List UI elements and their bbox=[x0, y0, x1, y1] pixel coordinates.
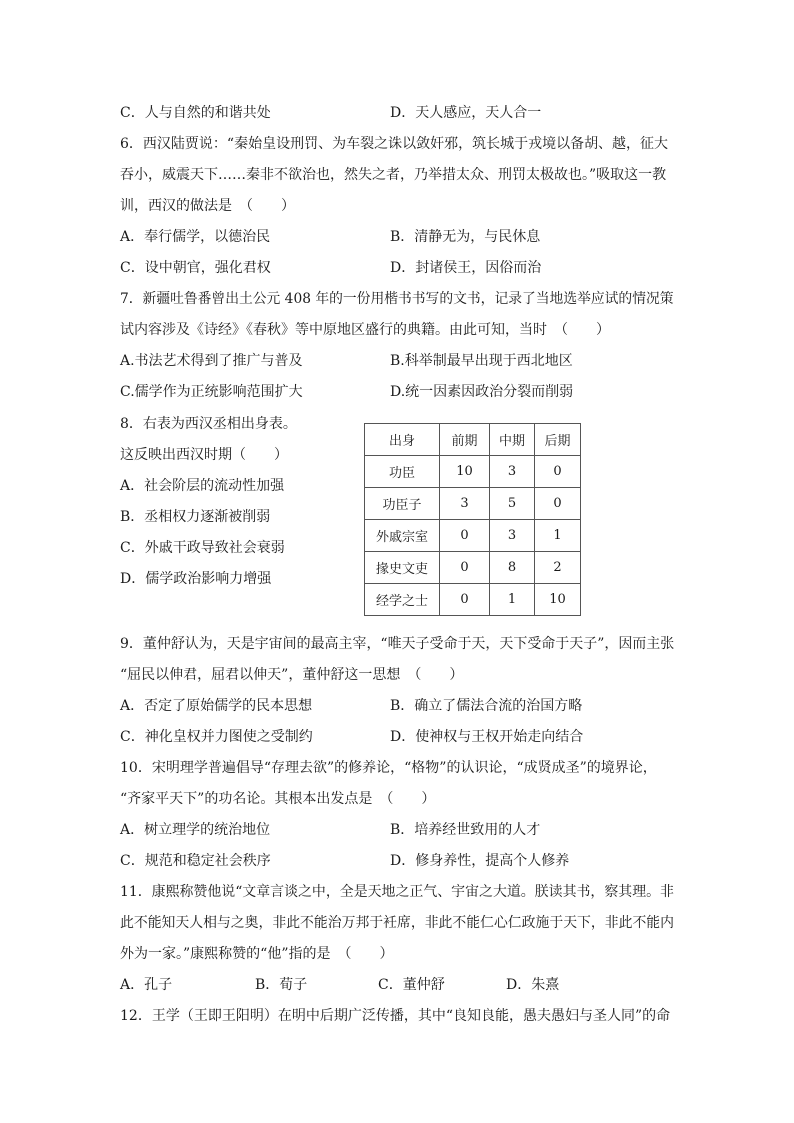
q9-option-c: C．神化皇权并力图使之受制约 bbox=[120, 729, 313, 745]
q6-option-b: B．清静无为，与民休息 bbox=[390, 229, 541, 245]
q8-option-d: D．儒学政治影响力增强 bbox=[120, 571, 272, 587]
q10-stem-line-2: “齐家平天下”的功名论。其根本出发点是 （ ） bbox=[120, 791, 436, 807]
table-header-cell: 出身 bbox=[365, 424, 440, 456]
q12-stem-line-1: 12．王学（王即王阳明）在明中后期广泛传播，其中“良知良能，愚夫愚妇与圣人同”的命 bbox=[120, 1008, 671, 1024]
q9-option-a: A．否定了原始儒学的民本思想 bbox=[120, 698, 313, 714]
q9-stem-line-2: “屈民以伸君，屈君以伸天”，董仲舒这一思想 （ ） bbox=[120, 667, 464, 683]
table-cell: 0 bbox=[440, 584, 490, 616]
table-header-row bbox=[365, 424, 581, 456]
table-cell: 0 bbox=[440, 552, 490, 584]
q8-option-b: B．丞相权力逐渐被削弱 bbox=[120, 509, 271, 525]
q8-stem-line-2: 这反映出西汉时期（ ） bbox=[120, 447, 288, 463]
table-cell: 1 bbox=[490, 584, 535, 616]
table-header-cell: 中期 bbox=[490, 424, 535, 456]
q11-option-b: B．荀子 bbox=[255, 977, 308, 993]
table-cell: 10 bbox=[440, 456, 490, 488]
q7-stem-line-1: 7．新疆吐鲁番曾出土公元 408 年的一份用楷书书写的文书，记录了当地选举应试的情况策 bbox=[120, 291, 674, 307]
table-cell: 0 bbox=[440, 520, 490, 552]
table-row bbox=[365, 552, 581, 584]
q9-option-b: B．确立了儒法合流的治国方略 bbox=[390, 698, 583, 714]
q7-option-c: C.儒学作为正统影响范围扩大 bbox=[120, 384, 303, 400]
table-row bbox=[365, 520, 581, 552]
table-row bbox=[365, 584, 581, 616]
q5-option-c: C．人与自然的和谐共处 bbox=[120, 105, 271, 121]
table-header-cell: 后期 bbox=[535, 424, 581, 456]
table-cell: 0 bbox=[535, 456, 581, 488]
q7-option-d: D.统一因素因政治分裂而削弱 bbox=[390, 384, 574, 400]
q7-option-b: B.科举制最早出现于西北地区 bbox=[390, 353, 573, 369]
q6-option-a: A．奉行儒学，以德治民 bbox=[120, 229, 271, 245]
table-row bbox=[365, 456, 581, 488]
q11-stem-line-2: 此不能知天人相与之奥，非此不能治万邦于衽席，非此不能仁心仁政施于天下，非此不能内 bbox=[120, 915, 675, 931]
table-cell: 0 bbox=[535, 488, 581, 520]
q9-stem-line-1: 9．董仲舒认为，天是宇宙间的最高主宰，“唯天子受命于天，天下受命于天子”，因而主张 bbox=[120, 636, 675, 652]
q10-option-a: A．树立理学的统治地位 bbox=[120, 822, 271, 838]
q11-stem-line-3: 外为一家。”康熙称赞的“他”指的是 （ ） bbox=[120, 946, 394, 962]
q5-option-d: D．天人感应，天人合一 bbox=[390, 105, 542, 121]
table-cell: 功臣子 bbox=[365, 488, 440, 520]
table-cell: 功臣 bbox=[365, 456, 440, 488]
q8-stem-line-1: 8．右表为西汉丞相出身表。 bbox=[120, 416, 297, 432]
q6-option-d: D．封诸侯王，因俗而治 bbox=[390, 260, 542, 276]
q9-option-d: D．使神权与王权开始走向结合 bbox=[390, 729, 584, 745]
q8-option-c: C．外戚干政导致社会衰弱 bbox=[120, 540, 285, 556]
q7-stem-line-2: 试内容涉及《诗经》《春秋》等中原地区盛行的典籍。由此可知，当时 （ ） bbox=[120, 322, 610, 338]
q10-option-d: D．修身养性，提高个人修养 bbox=[390, 853, 570, 869]
q6-stem-line-3: 训，西汉的做法是 （ ） bbox=[120, 198, 295, 214]
table-cell: 10 bbox=[535, 584, 581, 616]
table-cell: 外戚宗室 bbox=[365, 520, 440, 552]
table-cell: 8 bbox=[490, 552, 535, 584]
chancellor-origin-table bbox=[364, 423, 581, 616]
q10-option-c: C．规范和稳定社会秩序 bbox=[120, 853, 271, 869]
q10-stem-line-1: 10．宋明理学普遍倡导“存理去欲”的修养论，“格物”的认识论，“成贤成圣”的境界论， bbox=[120, 760, 657, 776]
table-cell: 5 bbox=[490, 488, 535, 520]
table-cell: 掾史文吏 bbox=[365, 552, 440, 584]
q11-stem-line-1: 11．康熙称赞他说“文章言谈之中，全是天地之正气、宇宙之大道。朕读其书，察其理。非 bbox=[120, 884, 674, 900]
table-row bbox=[365, 488, 581, 520]
q8-option-a: A．社会阶层的流动性加强 bbox=[120, 478, 285, 494]
q7-option-a: A.书法艺术得到了推广与普及 bbox=[120, 353, 303, 369]
q11-option-a: A．孔子 bbox=[120, 977, 173, 993]
table-cell: 3 bbox=[490, 456, 535, 488]
table-cell: 经学之士 bbox=[365, 584, 440, 616]
q6-stem-line-1: 6．西汉陆贾说：“秦始皇设刑罚、为车裂之诛以敛奸邪，筑长城于戎境以备胡、越，征大 bbox=[120, 136, 669, 152]
table-cell: 3 bbox=[440, 488, 490, 520]
q11-option-d: D．朱熹 bbox=[506, 977, 560, 993]
table-cell: 2 bbox=[535, 552, 581, 584]
table-header-cell: 前期 bbox=[440, 424, 490, 456]
q6-stem-line-2: 吞小，威震天下……秦非不欲治也，然失之者，乃举措太众、刑罚太极故也。”吸取这一教 bbox=[120, 167, 667, 183]
q11-option-c: C．董仲舒 bbox=[378, 977, 445, 993]
q6-option-c: C．设中朝官，强化君权 bbox=[120, 260, 271, 276]
q10-option-b: B．培养经世致用的人才 bbox=[390, 822, 541, 838]
table-cell: 3 bbox=[490, 520, 535, 552]
table-cell: 1 bbox=[535, 520, 581, 552]
